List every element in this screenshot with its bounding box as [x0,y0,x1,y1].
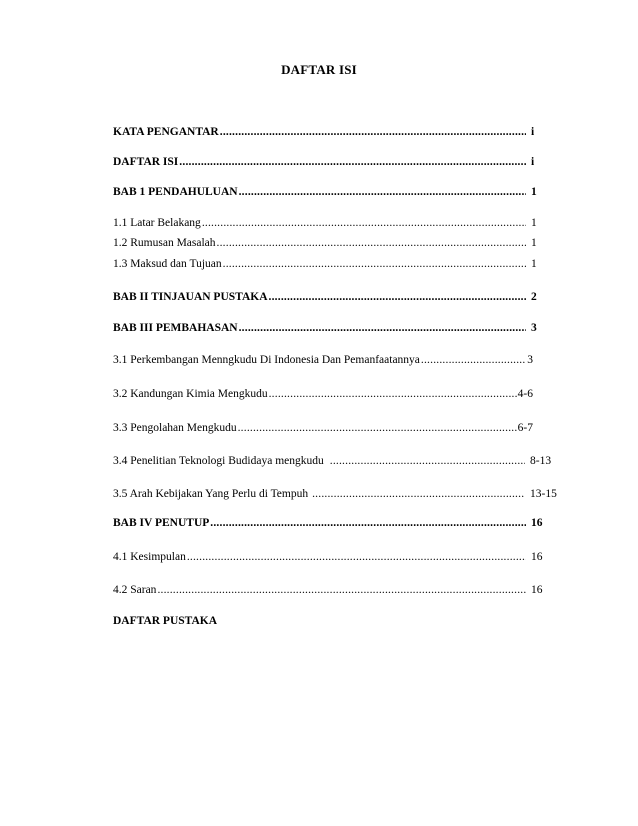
toc-entry-1-3 [113,258,553,274]
dot-leader [220,126,526,138]
toc-page-number: i [531,126,535,138]
dot-leader [239,186,526,198]
toc-entry-daftar-isi [113,156,553,172]
toc-page-number: 6-7 [517,422,533,434]
toc-label: DAFTAR PUSTAKA [113,615,218,627]
toc-entry-1-2 [113,237,553,253]
toc-page-number: 13-15 [530,488,557,500]
page-title: DAFTAR ISI [281,62,357,77]
toc-page-number: i [531,156,535,168]
toc-page-number: 3 [527,354,533,366]
toc-page-number: 1 [531,237,537,249]
dot-leader [421,354,526,366]
toc-entry-bab-2 [113,291,553,307]
toc-entry-1-1 [113,217,553,233]
dot-leader [239,322,526,334]
toc-entry-bab-1 [113,186,553,202]
dot-leader [269,388,517,400]
toc-label: BAB II TINJAUAN PUSTAKA [113,291,268,303]
toc-entry-bab-4 [113,517,557,533]
dot-leader [217,237,526,249]
toc-label: BAB III PEMBAHASAN [113,322,238,334]
toc-label: 4.1 Kesimpulan [113,551,186,563]
toc-label: 1.2 Rumusan Masalah [113,237,216,249]
toc-entry-3-3 [113,422,533,438]
dot-leader [269,291,526,303]
toc-label: BAB 1 PENDAHULUAN [113,186,238,198]
toc-label: 3.3 Pengolahan Mengkudu [113,422,237,434]
toc-entry-3-5 [113,488,568,504]
toc-entry-4-1 [113,551,557,567]
toc-page-number: 16 [531,584,543,596]
toc-entry-daftar-pustaka [113,615,553,631]
toc-label: KATA PENGANTAR [113,126,219,138]
dot-leader [157,584,526,596]
toc-entry-3-4 [113,455,568,471]
toc-page-number: 1 [531,258,537,270]
dot-leader [179,156,526,168]
dot-leader [330,455,525,467]
dot-leader [223,258,526,270]
toc-entry-bab-3 [113,322,553,338]
toc-page-number: 2 [531,291,537,303]
toc-entry-3-2 [113,388,533,404]
toc-label: 3.5 Arah Kebijakan Yang Perlu di Tempuh [113,488,309,500]
toc-label: 3.2 Kandungan Kimia Mengkudu [113,388,268,400]
toc-label: 1.1 Latar Belakang [113,217,201,229]
dot-leader [187,551,526,563]
toc-page-number: 3 [531,322,537,334]
toc-label: 3.4 Penelitian Teknologi Budidaya mengkudu [113,455,324,467]
toc-entry-kata-pengantar [113,126,553,142]
toc-label: 3.1 Perkembangan Menngkudu Di Indonesia Dan Pemanfaatannya [113,354,420,366]
toc-page-number: 1 [531,217,537,229]
toc-page-number: 16 [531,517,543,529]
toc-page-number: 8-13 [530,455,552,467]
toc-entry-3-1 [113,354,533,370]
toc-entry-4-2 [113,584,557,600]
dot-leader [202,217,526,229]
toc-page-number: 16 [531,551,543,563]
toc-label: 4.2 Saran [113,584,157,596]
dot-leader [238,422,517,434]
toc-label: BAB IV PENUTUP [113,517,210,529]
toc-page-number: 4-6 [517,388,533,400]
toc-label: 1.3 Maksud dan Tujuan [113,258,222,270]
dot-leader [210,517,526,529]
toc-label: DAFTAR ISI [113,156,179,168]
dot-leader [312,488,525,500]
toc-page-number: 1 [531,186,537,198]
